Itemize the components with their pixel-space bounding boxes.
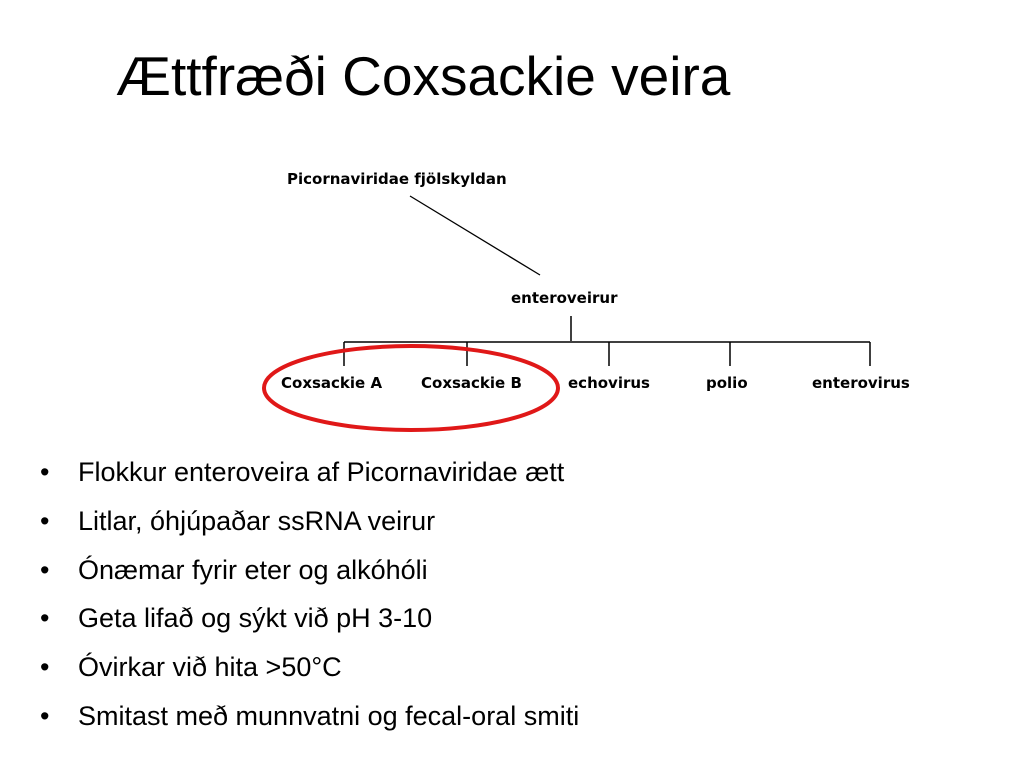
bullet-list bbox=[36, 448, 579, 741]
child-label-coxsackie-a: Coxsackie A bbox=[281, 374, 383, 392]
child-label-coxsackie-b: Coxsackie B bbox=[421, 374, 522, 392]
child-label-polio: polio bbox=[706, 374, 748, 392]
bullet-item: • Litlar, óhjúpaðar ssRNA veirur bbox=[36, 497, 579, 546]
bullet-item: • Geta lifað og sýkt við pH 3-10 bbox=[36, 594, 579, 643]
bullet-item: • Smitast með munnvatni og fecal-oral smiti bbox=[36, 692, 579, 741]
family-label: Picornaviridae fjölskyldan bbox=[287, 170, 507, 188]
family-connector-line bbox=[410, 196, 540, 275]
child-label-enterovirus: enterovirus bbox=[812, 374, 910, 392]
child-label-echovirus: echovirus bbox=[568, 374, 650, 392]
bullet-item: • Flokkur enteroveira af Picornaviridae ætt bbox=[36, 448, 579, 497]
slide-title: Ættfræði Coxsackie veira bbox=[116, 45, 731, 107]
genus-label: enteroveirur bbox=[511, 289, 618, 307]
bullet-item: • Óvirkar við hita >50°C bbox=[36, 643, 579, 692]
bullet-item: • Ónæmar fyrir eter og alkóhóli bbox=[36, 546, 579, 595]
